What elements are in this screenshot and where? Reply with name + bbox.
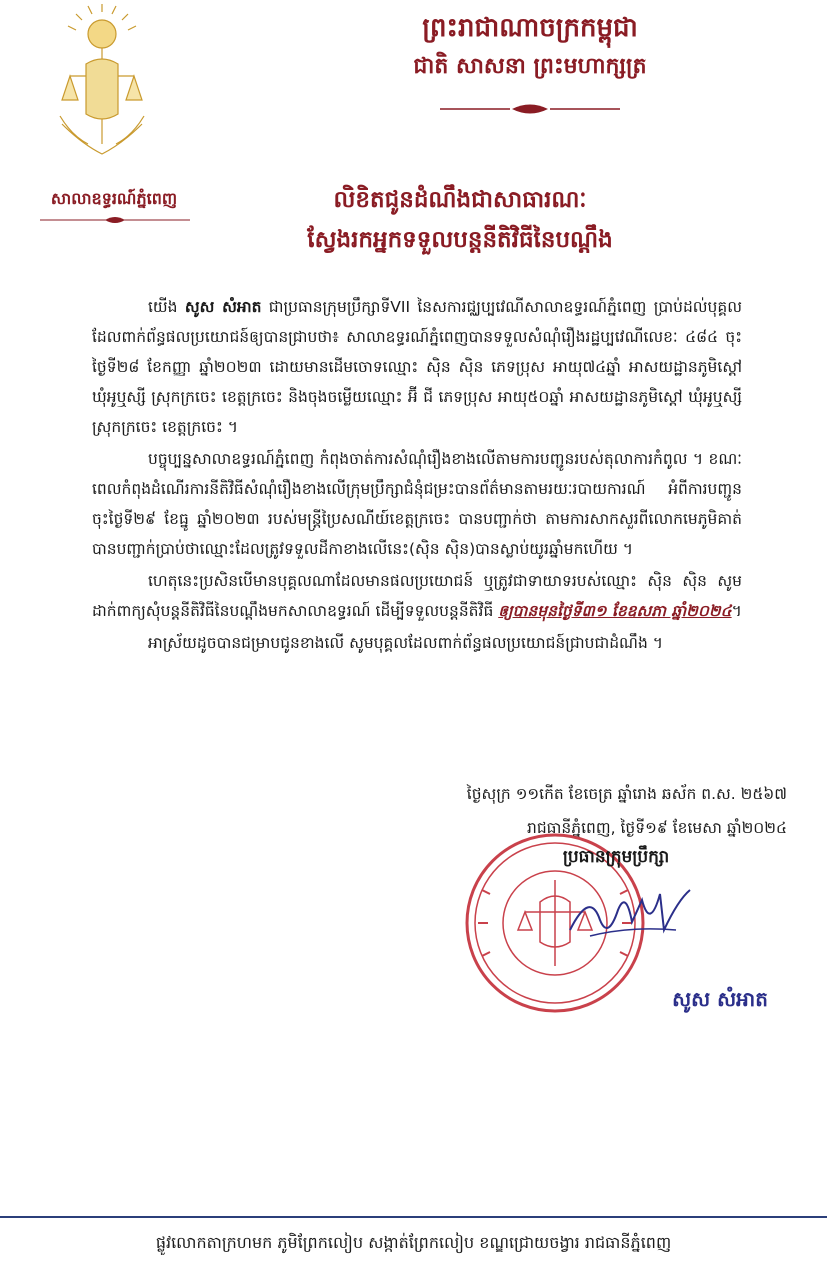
document-title: លិខិតជូនដំណឹងជាសាធារណៈ (333, 187, 587, 213)
footer-divider (0, 1216, 827, 1218)
handwritten-signature-icon (560, 870, 700, 950)
paragraph-4: អាស្រ័យដូចបានជម្រាបជូនខាងលើ សូមបុគ្គលដែលពាក់ព័ន្ធផលប្រយោជន៍ជ្រាបជាដំណឹង ។ (148, 634, 663, 652)
paragraph-3 (92, 566, 742, 626)
lunar-date: ថ្ងៃសុក្រ ១១កើត ខែចេត្រ ឆ្នាំរោង ឆស័ក ព.ស. ២៥៦៧ (466, 785, 787, 803)
deadline-date: ឲ្យបានមុនថ្ងៃទី៣១ ខែឧសភា ឆ្នាំ២០២៤ (498, 602, 732, 620)
court-name: សាលាឧទ្ធរណ៍ភ្នំពេញ (50, 189, 178, 208)
paragraph-1-text: ជាប្រធានក្រុមប្រឹក្សាទីVII នៃសការជ្ឈប្បវេណីសាលាឧទ្ធរណ៍ភ្នំពេញ ប្រាប់ដល់បុគ្គលដែលពាក់ព័ន្ធផលប្រយោជន៍ឲ្យបានជ្រាបថា៖ សាលាឧទ្ធរណ៍ភ្នំពេញបានទទួលសំណុំរឿងរដ្ឋប្បវេណីលេខៈ ៤៨៤ ចុះថ្ងៃទី២៨ ខែកញ្ញា ឆ្នាំ២០២៣ ដោយមានដើមចោទឈ្មោះ ស៊ិន ស៊ិន ភេទប្រុស អាយុ៧៤ឆ្នាំ អាសយដ្ឋានភូមិស្តៅ ឃុំអូឬស្សី ស្រុកក្រចេះ ខេត្តក្រចេះ និងចុងចម្លើយឈ្មោះ អ៊ី ជី ភេទប្រុស អាយុ៥០ឆ្នាំ អាសយដ្ឋានភូមិស្តៅ ឃុំអូឬស្សី ស្រុកក្រចេះ ខេត្តក្រចេះ ។ (92, 298, 742, 436)
paragraph-3-text: ហេតុនេះប្រសិនបើមានបុគ្គលណាដែលមានផលប្រយោជន៍ ឬត្រូវជាទាយាទរបស់ឈ្មោះ ស៊ិន ស៊ិន សូមដាក់ពាក្យសុំបន្តនីតិវិធីនៃបណ្តឹងមកសាលាឧទ្ធរណ៍ ដើម្បីទទួលបន្តនីតិវិធី (92, 572, 742, 620)
paragraph-2: បច្ចុប្បន្នសាលាឧទ្ធរណ៍ភ្នំពេញ កំពុងចាត់ការសំណុំរឿងខាងលើតាមការបញ្ជូនរបស់តុលាការកំពូល ។ ខណៈពេលកំពុងដំណើរការនីតិវិធីសំណុំរឿងខាងលើក្រុមប្រឹក្សាជំនុំជម្រះបានព័ត៌មានតាមរយៈរបាយការណ៍ អំពីការបញ្ជូន ចុះថ្ងៃទី២៩ ខែធ្នូ ឆ្នាំ២០២៣ របស់មន្ត្រីប្រៃសណីយ៍ខេត្តក្រចេះ បានបញ្ជាក់ថា តាមការសាកសួរពីលោកមេភូមិគាត់បានបញ្ជាក់ប្រាប់ថាឈ្មោះដែលត្រូវទទួលដីកាខាងលើនេះ(ស៊ិន ស៊ិន)បានស្លាប់យូរឆ្នាំមកហើយ ។ (92, 450, 742, 558)
royal-emblem-icon (42, 4, 162, 164)
national-motto: ជាតិ សាសនា ព្រះមហាក្សត្រ (413, 54, 647, 79)
paragraph-1-lead: យើង (148, 298, 185, 316)
kingdom-heading: ព្រះរាជាណាចក្រកម្ពុជា (422, 13, 638, 43)
document-subtitle: ស្វែងរកអ្នកទទួលបន្តនីតិវិធីនៃបណ្តឹង (307, 227, 613, 253)
signer-title: ប្រធានក្រុមប្រឹក្សា (562, 847, 670, 867)
signer-name: សូស សំអាត (672, 987, 768, 1011)
ornamental-divider (440, 102, 620, 116)
solar-date: រាជធានីភ្នំពេញ, ថ្ងៃទី១៩ ខែមេសា ឆ្នាំ២០២៤ (526, 819, 787, 837)
document-body (92, 292, 742, 660)
footer-address: ផ្លូវលោកតាក្រហមក ភូមិព្រែកលៀប សង្កាត់ព្រែកលៀប ខណ្ឌជ្រោយចង្វារ រាជធានីភ្នំពេញ (155, 1233, 672, 1252)
presiding-judge-name: សូស សំអាត (184, 298, 262, 316)
ornamental-divider (40, 214, 190, 226)
paragraph-3-end: ។ (731, 602, 742, 620)
paragraph-1 (92, 292, 742, 442)
